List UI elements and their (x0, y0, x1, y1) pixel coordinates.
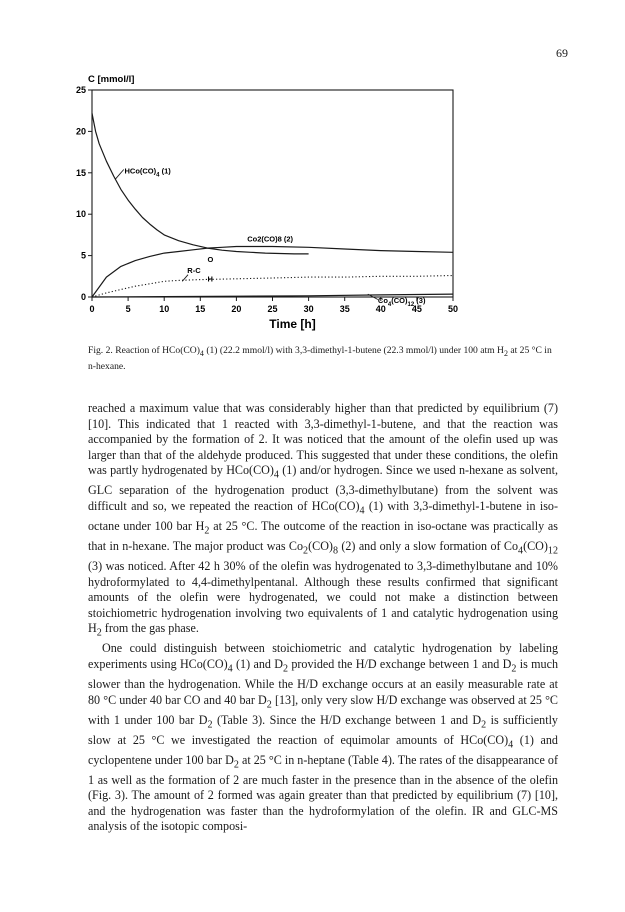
y-tick-label: 20 (75, 126, 86, 137)
x-tick-label: 50 (447, 304, 459, 314)
paragraph-2: One could distinguish between stoichiometric and catalytic hydrogenation by labeling experiments using $HCo(CO)_4$ (1) and $D_2$ provided the H/D exchange between 1 and $D_2$ is much slower than the hydrogenation. While the H/D exchange occurs at an easily measurable rate at 80 °C under 40 bar CO and 40 bar $D_2$ [13], only very slow H/D exchange was observed at 25 °C with 1 under 100 bar $D_2$ (Table 3). Since the H/D exchange between 1 and $D_2$ is sufficiently slow at 25 °C we investigated the reaction of equimolar amounts of $HCo(CO)_4$ (1) and cyclopentene under 100 bar $D_2$ at 25 °C in n-heptane (Table 4). The rates of the disappearance of 1 as well as the formation of 2 are much faster in the presence than in the absence of the olefin (Fig. 3). The amount of 2 formed was again greater than that predicted by equilibrium (7) [10], and the hydrogenation was faster than the hydroformylation of the olefin. IR and GLC-MS analysis of the isotopic composi- (88, 641, 559, 834)
x-tick-label: 35 (339, 304, 350, 314)
y-tick-label: 15 (75, 167, 86, 178)
x-tick-label: 5 (125, 304, 131, 314)
label-leader-hco (115, 169, 124, 179)
series-label-rcho-h: H (207, 274, 213, 284)
plot-border (92, 90, 453, 297)
series-line-0 (92, 113, 309, 254)
y-tick-label: 10 (75, 209, 86, 220)
plot-frame (92, 90, 453, 297)
y-tick-label: 0 (80, 292, 86, 302)
figure-2-chart (0, 0, 625, 345)
x-tick-label: 20 (231, 304, 242, 314)
series-label-co2: Co2(CO)8 (2) (247, 234, 294, 244)
paragraph-1: reached a maximum value that was considerably higher than that predicted by equilibrium (7) [10]. This indicated that 1 reacted with 3,3-dimethyl-1-butene, and that the reaction was accompanied by the formation of 2. It was noticed that the amount of the olefin used up was larger than that of the aldehyde produced. This suggested that under these conditions, the olefin was partly hydrogenated by $HCo(CO)_4$ (1) and/or hydrogen. Since we used n-hexane as solvent, GLC separation of the hydrogenation product (3,3-dimethylbutane) from the solvent was difficult and so, we repeated the reaction of $HCo(CO)_4$ (1) with 3,3-dimethyl-1-butene in iso-octane under 100 bar $H_2$ at 25 °C. The outcome of the reaction in iso-octane was practically as that in n-hexane. The major product was $Co_2(CO)_8$ (2) and only a slow formation of $Co_4(CO)_{12}$ (3) was noticed. After 42 h 30% of the olefin was hydrogenated to 3,3-dimethylbutane and 10% hydroformylated to 4,4-dimethylpentanal. Although these results confirmed that significant amounts of the olefin were hydrogenated, we could not make a distinction between stoichiometric hydrogenation involving two equivalents of 1 and catalytic hydrogenation using $H_2$ from the gas phase. (88, 401, 559, 639)
x-tick-label: 30 (303, 304, 314, 314)
figure-caption: Fig. 2. Reaction of $HCo(CO)_4$ (1) (22.2 mmol/l) with 3,3-dimethyl-1-butene (22.3 mmol/l) under 100 atm $H_2$ at 25 °C in n-hexane. (88, 345, 552, 372)
label-leader-rcho (182, 275, 188, 282)
series-label-co4: $Co_4(CO)_{12}$ (3) (377, 296, 426, 309)
y-axis-label: C [mmol/l] (88, 74, 135, 85)
series-line-1 (92, 247, 453, 298)
x-axis-label: Time [h] (269, 317, 316, 331)
series-line-2 (92, 276, 453, 298)
series-label-rcho: R-C (187, 265, 201, 275)
series-label-rcho-o: O (207, 255, 214, 265)
x-tick-label: 0 (89, 304, 95, 314)
x-tick-label: 10 (159, 304, 170, 314)
body-text (88, 401, 558, 835)
series-labels (115, 167, 426, 309)
series-lines (92, 113, 453, 297)
x-tick-label: 25 (267, 304, 278, 314)
x-tick-label: 40 (375, 304, 386, 314)
y-tick-label: 5 (80, 250, 86, 261)
y-tick-label: 25 (75, 85, 86, 95)
x-tick-label: 45 (411, 304, 422, 314)
page-number: 69 (556, 46, 568, 60)
series-label-hco: $HCo(CO)_4$ (1) (124, 166, 171, 179)
y-axis-ticks (76, 85, 92, 302)
x-tick-label: 15 (195, 304, 206, 314)
